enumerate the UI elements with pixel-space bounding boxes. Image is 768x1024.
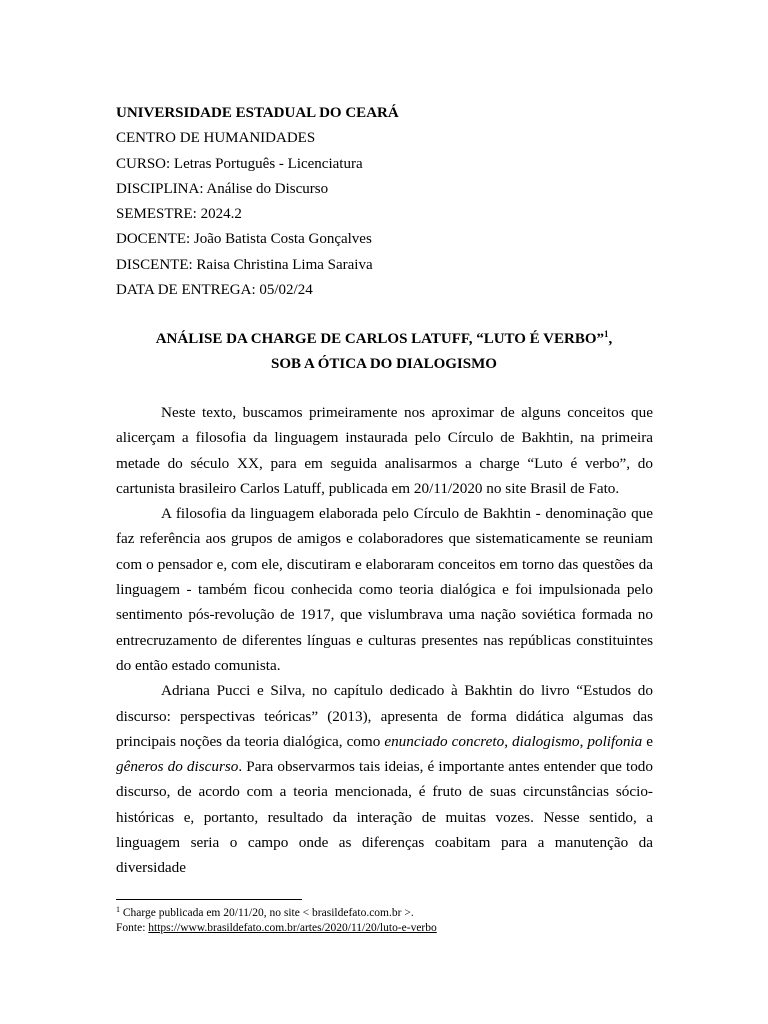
footnote <box>116 906 656 935</box>
footnote-text: Charge publicada em 20/11/20, no site < brasildefato.com.br >. <box>120 907 414 919</box>
footnote-line-1 <box>116 906 656 921</box>
paragraph-3-text-b: . Para observarmos tais ideias, é importante antes entender que todo discurso, de acordo com a teoria mencionada, é fruto de suas circunstâncias sócio-históricas e, portanto, resultado da interação de muitas vozes. Nesse sentido, a linguagem seria o campo onde as diferenças coabitam para a manutenção da diversidade <box>116 758 653 877</box>
separator: e <box>642 732 654 750</box>
university-name: UNIVERSIDADE ESTADUAL DO CEARÁ <box>116 105 399 121</box>
footnote-marker: 1 <box>116 905 120 914</box>
document-title <box>116 327 652 377</box>
footnote-source-label: Fonte: <box>116 921 149 934</box>
paragraph-1: Neste texto, buscamos primeiramente nos aproximar de alguns conceitos que alicerçam a filosofia da linguagem instaurada pelo Círculo de Bakhtin, na primeira metade do século XX, para em seguida analisarmos a charge “Luto é verbo”, do cartunista brasileiro Carlos Latuff, publicada em 20/11/2020 no site Brasil de Fato. <box>116 404 653 497</box>
separator: , <box>504 732 513 750</box>
footnote-separator <box>116 899 302 900</box>
separator: , <box>579 732 588 750</box>
title-line-1-text: ANÁLISE DA CHARGE DE CARLOS LATUFF, “LUTO É VERBO” <box>155 331 605 347</box>
course-line: CURSO: Letras Português - Licenciatura <box>116 155 363 172</box>
document-header <box>116 101 656 303</box>
paragraph-3 <box>116 678 653 880</box>
title-footnote-marker[interactable]: 1 <box>604 329 609 339</box>
semester-line: SEMESTRE: 2024.2 <box>116 206 242 223</box>
document-body <box>116 400 653 881</box>
title-line-1-end: , <box>608 331 613 347</box>
term-dialogismo: dialogismo <box>512 732 580 750</box>
center-name: CENTRO DE HUMANIDADES <box>116 130 316 147</box>
title-line-2: SOB A ÓTICA DO DIALOGISMO <box>271 356 497 372</box>
footnote-line-2 <box>116 921 656 936</box>
term-generos-do-discurso: gêneros do discurso <box>116 758 239 776</box>
title-line-1 <box>116 327 652 352</box>
teacher-line: DOCENTE: João Batista Costa Gonçalves <box>116 231 372 248</box>
footnote-source-link[interactable]: https://www.brasildefato.com.br/artes/2020/11/20/luto-e-verbo <box>148 921 437 934</box>
paragraph-2: A filosofia da linguagem elaborada pelo Círculo de Bakhtin - denominação que faz referência aos grupos de amigos e colaboradores que sistematicamente se reuniam com o pensador e, com ele, discutiram e elaboraram conceitos em torno das questões da linguagem - também ficou conhecida como teoria dialógica e foi impulsionada pelo sentimento pós-revolução de 1917, que vislumbrava uma nação soviética formada no entrecruzamento de diferentes línguas e culturas presentes nas repúblicas constituintes do então estado comunista. <box>116 505 653 674</box>
paragraph-3-text-a: Adriana Pucci e Silva, no capítulo dedicado à Bakhtin do livro “Estudos do discurso: perspectivas teóricas” (2013), apresenta de forma didática algumas das principais noções da teoria dialógica, como <box>116 682 653 750</box>
term-polifonia: polifonia <box>587 732 643 750</box>
discipline-line: DISCIPLINA: Análise do Discurso <box>116 180 329 197</box>
term-enunciado-concreto: enunciado concreto <box>384 732 505 750</box>
student-line: DISCENTE: Raisa Christina Lima Saraiva <box>116 256 373 273</box>
due-date-line: DATA DE ENTREGA: 05/02/24 <box>116 282 313 299</box>
